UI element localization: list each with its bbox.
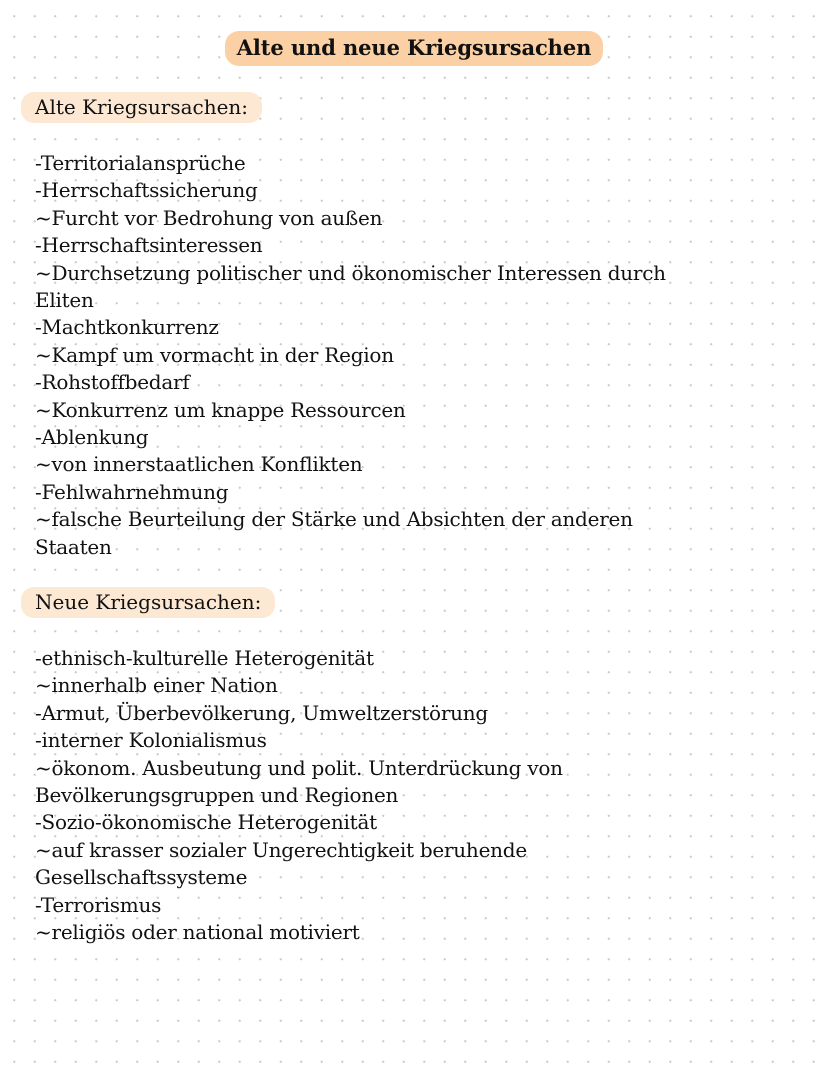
list-item: ~religiös oder national motiviert <box>35 920 360 945</box>
list-item: ~ökonom. Ausbeutung und polit. Unterdrückung von <box>35 755 563 780</box>
section-new-causes <box>0 587 828 946</box>
list-item: -Fehlwahrnehmung <box>35 479 229 504</box>
list-item: -Herrschaftssicherung <box>35 178 258 203</box>
list-item: ~Furcht vor Bedrohung von außen <box>35 205 383 230</box>
list-item: -Armut, Überbevölkerung, Umweltzerstörung <box>35 700 488 725</box>
list-item: -Herrschaftsinteressen <box>35 233 263 258</box>
list-item: ~von innerstaatlichen Konflikten <box>35 452 363 477</box>
list-item: Gesellschaftssysteme <box>35 865 248 890</box>
list-item: -ethnisch-kulturelle Heterogenität <box>35 646 374 670</box>
list-item: ~Kampf um vormacht in der Region <box>35 342 394 367</box>
list-item: -Ablenkung <box>35 425 149 450</box>
old-causes-list <box>35 150 780 561</box>
list-item: ~auf krasser sozialer Ungerechtigkeit beruhende <box>35 837 527 862</box>
section-heading-new-causes: Neue Kriegsursachen: <box>21 587 275 618</box>
section-heading-old-causes: Alte Kriegsursachen: <box>21 92 262 123</box>
list-item: -Territorialansprüche <box>35 151 246 175</box>
list-item: ~Konkurrenz um knappe Ressourcen <box>35 397 406 422</box>
page-title: Alte und neue Kriegsursachen <box>225 31 604 66</box>
list-item: -Sozio-ökonomische Heterogenität <box>35 810 377 835</box>
new-causes-list <box>35 645 780 946</box>
list-item: Staaten <box>35 534 112 559</box>
list-item: ~Durchsetzung politischer und ökonomischer Interessen durch <box>35 260 666 285</box>
list-item: Eliten <box>35 288 94 313</box>
list-item: -Rohstoffbedarf <box>35 370 190 395</box>
section-old-causes <box>0 92 828 561</box>
list-item: -Machtkonkurrenz <box>35 315 219 340</box>
list-item: ~falsche Beurteilung der Stärke und Absichten der anderen <box>35 507 633 532</box>
list-item: -interner Kolonialismus <box>35 728 267 753</box>
list-item: -Terrorismus <box>35 892 162 917</box>
list-item: Bevölkerungsgruppen und Regionen <box>35 783 399 808</box>
list-item: ~innerhalb einer Nation <box>35 673 278 698</box>
title-wrapper <box>0 31 828 66</box>
